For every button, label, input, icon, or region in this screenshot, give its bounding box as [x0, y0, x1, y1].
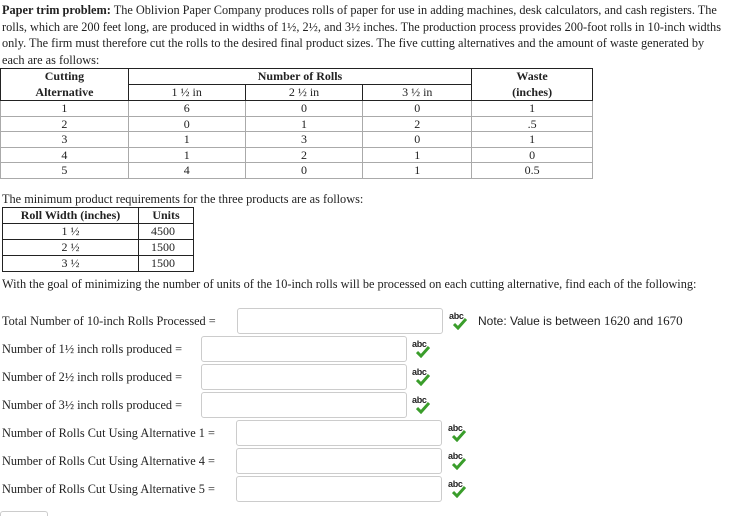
cell: 1: [128, 132, 245, 148]
value-range-note: Note: Value is between 1620 and 1670: [478, 313, 683, 328]
header-units: Units: [139, 208, 194, 224]
cell: 2 ½: [3, 240, 139, 256]
question-3half-rolls: Number of 3½ inch rolls produced =: [2, 398, 183, 412]
cell: 1: [363, 163, 472, 179]
requirements-table: [2, 207, 194, 272]
table-row: [3, 224, 194, 240]
spellcheck-icon[interactable]: abc: [412, 397, 430, 413]
rolls-1half-input[interactable]: [201, 336, 407, 362]
cell: 4: [1, 147, 129, 163]
spellcheck-icon[interactable]: abc: [412, 369, 430, 385]
cell: .5: [472, 116, 593, 132]
next-input-edge[interactable]: [0, 511, 48, 516]
cell: 0: [245, 163, 363, 179]
question-total-rolls: Total Number of 10-inch Rolls Processed =: [2, 314, 216, 328]
cell: 1: [1, 101, 129, 117]
problem-text: The Oblivion Paper Company produces rolls of paper for use in adding machines, desk calculators, and cash registers. The rolls, which are 200 feet long, are produced in widths of 1½, 2½, and 3½ inches. The production process provides 200-foot rolls in 10-inch widths only. The firm must therefore cut the rolls to the desired final product sizes. The five cutting alternatives and the amount of waste generated by each are as follows:: [2, 3, 721, 67]
cell: 0: [363, 101, 472, 117]
table-row: [1, 101, 593, 117]
question-2half-rolls: Number of 2½ inch rolls produced =: [2, 370, 183, 384]
question-1half-rolls: Number of 1½ inch rolls produced =: [2, 342, 183, 356]
cell: 5: [1, 163, 129, 179]
cell: 1 ½: [3, 224, 139, 240]
cell: 4500: [139, 224, 194, 240]
header-width-1: 1 ½ in: [128, 85, 245, 101]
header-width-3: 3 ½ in: [363, 85, 472, 101]
header-waste: Waste: [472, 69, 593, 85]
cell: 6: [128, 101, 245, 117]
spellcheck-icon[interactable]: abc: [448, 425, 466, 441]
table-row: [1, 147, 593, 163]
cell: 3: [1, 132, 129, 148]
header-inches: (inches): [472, 85, 593, 101]
cell: 1500: [139, 240, 194, 256]
cell: 1: [472, 132, 593, 148]
cell: 4: [128, 163, 245, 179]
header-cutting: Cutting: [1, 69, 129, 85]
cell: 0: [245, 101, 363, 117]
table-row: [1, 116, 593, 132]
header-number-of-rolls: Number of Rolls: [128, 69, 471, 85]
spellcheck-icon[interactable]: abc: [412, 341, 430, 357]
cell: 1: [128, 147, 245, 163]
requirements-intro: The minimum product requirements for the three products are as follows:: [2, 192, 364, 206]
problem-title: Paper trim problem:: [2, 3, 111, 17]
cell: 0: [363, 132, 472, 148]
question-alt5: Number of Rolls Cut Using Alternative 5 =: [2, 482, 215, 496]
question-alt1: Number of Rolls Cut Using Alternative 1 =: [2, 426, 215, 440]
cell: 3 ½: [3, 256, 139, 272]
alternative-5-input[interactable]: [236, 476, 442, 502]
cell: 0.5: [472, 163, 593, 179]
header-width-2: 2 ½ in: [245, 85, 363, 101]
cell: 2: [363, 116, 472, 132]
cell: 0: [128, 116, 245, 132]
cell: 2: [245, 147, 363, 163]
cell: 2: [1, 116, 129, 132]
cell: 1: [363, 147, 472, 163]
header-alternative: Alternative: [1, 85, 129, 101]
cell: 1500: [139, 256, 194, 272]
question-alt4: Number of Rolls Cut Using Alternative 4 =: [2, 454, 215, 468]
spellcheck-icon[interactable]: abc: [448, 453, 466, 469]
cell: 3: [245, 132, 363, 148]
cell: 1: [472, 101, 593, 117]
alternative-4-input[interactable]: [236, 448, 442, 474]
table-row: [1, 132, 593, 148]
total-rolls-input[interactable]: [237, 308, 443, 334]
table-row: [1, 163, 593, 179]
spellcheck-icon[interactable]: abc: [448, 481, 466, 497]
rolls-3half-input[interactable]: [201, 392, 407, 418]
alternative-1-input[interactable]: [236, 420, 442, 446]
spellcheck-icon[interactable]: abc: [449, 313, 467, 329]
rolls-2half-input[interactable]: [201, 364, 407, 390]
cell: 0: [472, 147, 593, 163]
problem-statement: [2, 2, 722, 68]
table-row: [3, 256, 194, 272]
cutting-alternatives-table: [0, 68, 593, 179]
table-row: [3, 240, 194, 256]
header-roll-width: Roll Width (inches): [3, 208, 139, 224]
goal-text: With the goal of minimizing the number of units of the 10-inch rolls will be processed on each cutting alternative, find each of the following:: [2, 277, 697, 291]
cell: 1: [245, 116, 363, 132]
